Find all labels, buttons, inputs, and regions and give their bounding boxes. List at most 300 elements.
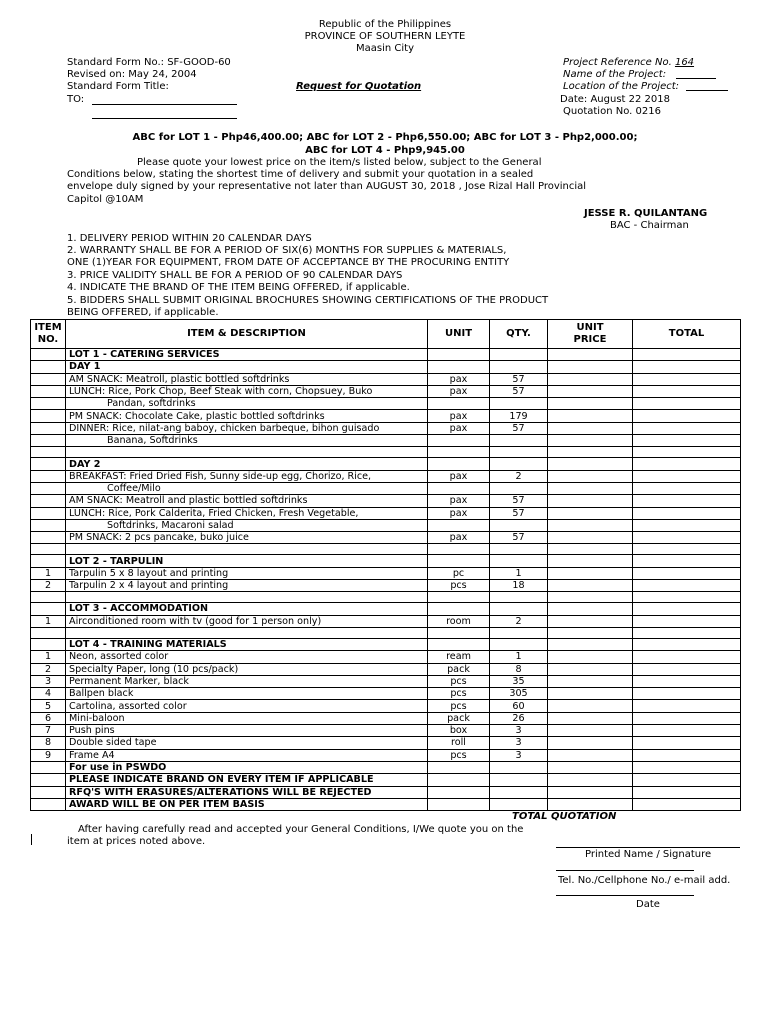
unit-price-cell[interactable]: [548, 410, 633, 422]
condition-2-cont: ONE (1)YEAR FOR EQUIPMENT, FROM DATE OF ACCEPTANCE BY THE PROCURING ENTITY: [67, 257, 510, 268]
qty-cell: 60: [490, 700, 548, 712]
unit-cell: ream: [428, 651, 490, 663]
unit-price-cell[interactable]: [548, 373, 633, 385]
unit-cell: pcs: [428, 688, 490, 700]
tel-label: Tel. No./Cellphone No./ e-mail add.: [558, 875, 731, 886]
qty-cell: 57: [490, 385, 548, 397]
item-no-cell: [31, 638, 66, 650]
table-row: [31, 519, 741, 531]
table-row: [31, 470, 741, 482]
total-cell[interactable]: [633, 519, 741, 531]
total-cell[interactable]: [633, 725, 741, 737]
header-total: TOTAL: [633, 320, 741, 349]
item-no-cell: [31, 774, 66, 786]
unit-cell: roll: [428, 737, 490, 749]
item-no-cell: [31, 519, 66, 531]
item-no-cell: 2: [31, 663, 66, 675]
unit-price-cell[interactable]: [548, 482, 633, 494]
table-row: [31, 567, 741, 579]
item-no-cell: [31, 592, 66, 603]
total-cell[interactable]: [633, 567, 741, 579]
unit-price-cell[interactable]: [548, 592, 633, 603]
chairman-name: JESSE R. QUILANTANG: [584, 208, 708, 219]
table-row: [31, 507, 741, 519]
item-no-cell: [31, 458, 66, 470]
qty-cell: 3: [490, 737, 548, 749]
unit-price-cell[interactable]: [548, 567, 633, 579]
condition-2: 2. WARRANTY SHALL BE FOR A PERIOD OF SIX(6) MONTHS FOR SUPPLIES & MATERIALS,: [67, 245, 507, 256]
unit-price-cell[interactable]: [548, 361, 633, 373]
item-no-cell: [31, 507, 66, 519]
qty-cell: [490, 349, 548, 361]
header-description: ITEM & DESCRIPTION: [66, 320, 428, 349]
description-cell: PM SNACK: 2 pcs pancake, buko juice: [66, 532, 428, 544]
condition-3: 3. PRICE VALIDITY SHALL BE FOR A PERIOD OF 90 CALENDAR DAYS: [67, 270, 403, 281]
item-no-cell: 1: [31, 567, 66, 579]
statement-line-2: item at prices noted above.: [67, 836, 206, 847]
total-cell[interactable]: [633, 555, 741, 567]
description-cell: [66, 627, 428, 638]
unit-price-cell[interactable]: [548, 385, 633, 397]
unit-cell: pax: [428, 470, 490, 482]
total-cell[interactable]: [633, 458, 741, 470]
total-cell[interactable]: [633, 774, 741, 786]
unit-cell: [428, 435, 490, 447]
table-row: [31, 651, 741, 663]
unit-price-cell[interactable]: [548, 725, 633, 737]
qty-cell: [490, 519, 548, 531]
table-row: [31, 361, 741, 373]
total-cell[interactable]: [633, 361, 741, 373]
standard-form-no: Standard Form No.: SF-GOOD-60: [67, 57, 231, 68]
total-cell[interactable]: [633, 592, 741, 603]
unit-cell: pax: [428, 422, 490, 434]
unit-price-cell[interactable]: [548, 555, 633, 567]
description-continuation: Softdrinks, Macaroni salad: [107, 520, 234, 531]
qty-cell: [490, 361, 548, 373]
unit-price-cell[interactable]: [548, 737, 633, 749]
to-line-1: [92, 104, 237, 105]
header-item-no: ITEM NO.: [31, 320, 66, 349]
qty-cell: [490, 627, 548, 638]
total-quotation-label: TOTAL QUOTATION: [512, 811, 617, 822]
item-no-cell: [31, 435, 66, 447]
unit-price-cell[interactable]: [548, 435, 633, 447]
to-label: TO:: [67, 94, 85, 105]
header-unit-price: UNIT PRICE: [548, 320, 633, 349]
item-no-cell: [31, 447, 66, 458]
abc-line-1: ABC for LOT 1 - Php46,400.00; ABC for LOT 2 - Php6,550.00; ABC for LOT 3 - Php2,000.00;: [132, 132, 638, 143]
qty-cell: [490, 798, 548, 810]
description-cell: AM SNACK: Meatroll and plastic bottled softdrinks: [66, 495, 428, 507]
to-line-2: [92, 118, 237, 119]
item-no-cell: [31, 555, 66, 567]
item-no-cell: [31, 349, 66, 361]
unit-cell: pax: [428, 410, 490, 422]
unit-cell: [428, 774, 490, 786]
description-cell: PLEASE INDICATE BRAND ON EVERY ITEM IF APPLICABLE: [66, 774, 428, 786]
table-row: [31, 544, 741, 555]
intro-line-4: Capitol @10AM: [67, 194, 144, 205]
total-cell[interactable]: [633, 470, 741, 482]
unit-cell: pcs: [428, 700, 490, 712]
total-cell[interactable]: [633, 544, 741, 555]
total-cell[interactable]: [633, 410, 741, 422]
table-row: [31, 774, 741, 786]
table-row: [31, 435, 741, 447]
unit-price-cell[interactable]: [548, 786, 633, 798]
item-no-cell: 2: [31, 580, 66, 592]
total-cell[interactable]: [633, 349, 741, 361]
table-row: [31, 627, 741, 638]
qty-cell: [490, 603, 548, 615]
total-cell[interactable]: [633, 580, 741, 592]
total-cell[interactable]: [633, 700, 741, 712]
unit-price-cell[interactable]: [548, 761, 633, 773]
standard-form-title: Standard Form Title:: [67, 81, 169, 92]
qty-cell: [490, 398, 548, 410]
unit-price-cell[interactable]: [548, 774, 633, 786]
unit-cell: [428, 592, 490, 603]
unit-price-cell[interactable]: [548, 675, 633, 687]
unit-price-cell[interactable]: [548, 458, 633, 470]
table-row: [31, 603, 741, 615]
item-no-cell: 6: [31, 712, 66, 724]
item-no-cell: [31, 361, 66, 373]
unit-cell: pcs: [428, 675, 490, 687]
unit-price-cell[interactable]: [548, 532, 633, 544]
description-cell: Neon, assorted color: [66, 651, 428, 663]
qty-cell: [490, 447, 548, 458]
table-row: [31, 798, 741, 810]
qty-cell: [490, 482, 548, 494]
description-cell: Tarpulin 2 x 4 layout and printing: [66, 580, 428, 592]
unit-price-cell[interactable]: [548, 651, 633, 663]
description-cell: [66, 447, 428, 458]
table-row: [31, 712, 741, 724]
table-row: [31, 749, 741, 761]
unit-price-cell[interactable]: [548, 603, 633, 615]
description-continuation: Banana, Softdrinks: [107, 435, 198, 447]
unit-price-cell[interactable]: [548, 615, 633, 627]
table-row: [31, 482, 741, 494]
unit-price-cell[interactable]: [548, 798, 633, 810]
description-cell: AWARD WILL BE ON PER ITEM BASIS: [66, 798, 428, 810]
unit-cell: pc: [428, 567, 490, 579]
item-no-cell: 3: [31, 675, 66, 687]
table-row: [31, 786, 741, 798]
table-row: [31, 398, 741, 410]
qty-cell: 57: [490, 422, 548, 434]
total-cell[interactable]: [633, 615, 741, 627]
description-cell: [66, 482, 428, 494]
qty-cell: [490, 544, 548, 555]
item-no-cell: [31, 603, 66, 615]
total-cell[interactable]: [633, 651, 741, 663]
qty-cell: [490, 555, 548, 567]
header-unit: UNIT: [428, 320, 490, 349]
request-for-quotation-title: Request for Quotation: [296, 81, 422, 92]
table-row: [31, 737, 741, 749]
qty-cell: 26: [490, 712, 548, 724]
unit-cell: [428, 786, 490, 798]
unit-cell: [428, 398, 490, 410]
description-cell: LUNCH: Rice, Pork Chop, Beef Steak with corn, Chopsuey, Buko: [66, 385, 428, 397]
unit-cell: [428, 482, 490, 494]
item-no-cell: 1: [31, 615, 66, 627]
intro-line-2: Conditions below, stating the shortest time of delivery and submit your quotation in a sealed: [67, 169, 534, 180]
unit-cell: [428, 361, 490, 373]
qty-cell: 2: [490, 615, 548, 627]
item-no-cell: [31, 373, 66, 385]
description-cell: Cartolina, assorted color: [66, 700, 428, 712]
project-location-label: Location of the Project:: [563, 81, 680, 92]
unit-price-cell[interactable]: [548, 700, 633, 712]
table-row: [31, 725, 741, 737]
total-cell[interactable]: [633, 761, 741, 773]
table-row: [31, 458, 741, 470]
qty-cell: 179: [490, 410, 548, 422]
table-header-row: [31, 320, 741, 349]
total-cell[interactable]: [633, 749, 741, 761]
unit-price-cell[interactable]: [548, 580, 633, 592]
total-cell[interactable]: [633, 688, 741, 700]
unit-cell: pax: [428, 373, 490, 385]
tel-line[interactable]: [556, 870, 694, 871]
unit-price-cell[interactable]: [548, 712, 633, 724]
description-cell: PM SNACK: Chocolate Cake, plastic bottled softdrinks: [66, 410, 428, 422]
header-city: Maasin City: [356, 43, 414, 54]
table-row: [31, 385, 741, 397]
unit-cell: [428, 555, 490, 567]
qty-cell: [490, 435, 548, 447]
total-cell[interactable]: [633, 398, 741, 410]
table-row: [31, 688, 741, 700]
item-no-cell: [31, 398, 66, 410]
total-cell[interactable]: [633, 532, 741, 544]
item-no-cell: 9: [31, 749, 66, 761]
quotation-no: Quotation No. 0216: [563, 106, 661, 117]
qty-cell: 305: [490, 688, 548, 700]
item-no-cell: [31, 761, 66, 773]
unit-cell: pcs: [428, 749, 490, 761]
description-cell: [66, 435, 428, 447]
description-cell: For use in PSWDO: [66, 761, 428, 773]
item-no-cell: [31, 627, 66, 638]
total-cell[interactable]: [633, 422, 741, 434]
description-cell: Mini-baloon: [66, 712, 428, 724]
unit-cell: pack: [428, 663, 490, 675]
table-row: [31, 700, 741, 712]
total-cell[interactable]: [633, 786, 741, 798]
description-cell: Specialty Paper, long (10 pcs/pack): [66, 663, 428, 675]
item-no-cell: [31, 798, 66, 810]
unit-cell: [428, 349, 490, 361]
item-no-cell: [31, 532, 66, 544]
unit-cell: [428, 544, 490, 555]
total-cell[interactable]: [633, 447, 741, 458]
description-cell: LUNCH: Rice, Pork Calderita, Fried Chicken, Fresh Vegetable,: [66, 507, 428, 519]
table-row: [31, 663, 741, 675]
total-cell[interactable]: [633, 663, 741, 675]
unit-price-cell[interactable]: [548, 544, 633, 555]
unit-price-cell[interactable]: [548, 495, 633, 507]
unit-cell: box: [428, 725, 490, 737]
total-cell[interactable]: [633, 495, 741, 507]
qty-cell: 57: [490, 373, 548, 385]
table-row: [31, 373, 741, 385]
quotation-date: Date: August 22 2018: [560, 94, 670, 105]
project-reference: [563, 57, 694, 68]
item-no-cell: 7: [31, 725, 66, 737]
abc-line-2: ABC for LOT 4 - Php9,945.00: [305, 145, 465, 156]
unit-price-cell[interactable]: [548, 749, 633, 761]
total-cell[interactable]: [633, 373, 741, 385]
condition-1: 1. DELIVERY PERIOD WITHIN 20 CALENDAR DAYS: [67, 233, 312, 244]
item-no-cell: 5: [31, 700, 66, 712]
table-row: [31, 495, 741, 507]
header-qty: QTY.: [490, 320, 548, 349]
unit-cell: pack: [428, 712, 490, 724]
unit-cell: pax: [428, 495, 490, 507]
condition-5-cont: BEING OFFERED, if applicable.: [67, 307, 219, 318]
table-row: [31, 349, 741, 361]
description-cell: AM SNACK: Meatroll, plastic bottled softdrinks: [66, 373, 428, 385]
date-label: Date: [636, 899, 660, 910]
total-cell[interactable]: [633, 638, 741, 650]
unit-price-cell[interactable]: [548, 638, 633, 650]
unit-cell: [428, 638, 490, 650]
project-reference-no: 164: [674, 57, 695, 68]
total-cell[interactable]: [633, 603, 741, 615]
unit-price-cell[interactable]: [548, 470, 633, 482]
intro-line-3: envelope duly signed by your representative not later than AUGUST 30, 2018 , Jose Rizal Hall Provincial: [67, 181, 587, 192]
total-cell[interactable]: [633, 482, 741, 494]
description-cell: LOT 3 - ACCOMMODATION: [66, 603, 428, 615]
unit-cell: [428, 519, 490, 531]
unit-price-cell[interactable]: [548, 422, 633, 434]
unit-price-cell[interactable]: [548, 663, 633, 675]
item-no-cell: 8: [31, 737, 66, 749]
unit-cell: pax: [428, 385, 490, 397]
date-line[interactable]: [556, 895, 694, 896]
unit-cell: [428, 761, 490, 773]
qty-cell: 57: [490, 532, 548, 544]
description-cell: Ballpen black: [66, 688, 428, 700]
qty-cell: 1: [490, 567, 548, 579]
description-cell: DAY 1: [66, 361, 428, 373]
unit-cell: [428, 447, 490, 458]
unit-cell: [428, 458, 490, 470]
description-cell: Frame A4: [66, 749, 428, 761]
table-row: [31, 580, 741, 592]
qty-cell: [490, 761, 548, 773]
statement-line-1: After having carefully read and accepted your General Conditions, I/We quote you on the: [78, 824, 524, 835]
condition-4: 4. INDICATE THE BRAND OF THE ITEM BEING OFFERED, if applicable.: [67, 282, 410, 293]
table-row: [31, 422, 741, 434]
item-no-cell: [31, 495, 66, 507]
unit-price-cell[interactable]: [548, 519, 633, 531]
total-cell[interactable]: [633, 675, 741, 687]
table-row: [31, 532, 741, 544]
total-cell[interactable]: [633, 627, 741, 638]
table-row: [31, 615, 741, 627]
table-row: [31, 592, 741, 603]
project-name-label: Name of the Project:: [563, 69, 667, 80]
condition-5: 5. BIDDERS SHALL SUBMIT ORIGINAL BROCHURES SHOWING CERTIFICATIONS OF THE PRODUCT: [67, 295, 549, 306]
qty-cell: 2: [490, 470, 548, 482]
description-cell: LOT 4 - TRAINING MATERIALS: [66, 638, 428, 650]
unit-price-cell[interactable]: [548, 688, 633, 700]
total-cell[interactable]: [633, 798, 741, 810]
project-name-line: [676, 78, 716, 79]
qty-cell: 8: [490, 663, 548, 675]
header-province: PROVINCE OF SOUTHERN LEYTE: [304, 31, 466, 42]
unit-price-cell[interactable]: [548, 398, 633, 410]
description-cell: Tarpulin 5 x 8 layout and printing: [66, 567, 428, 579]
description-cell: RFQ'S WITH ERASURES/ALTERATIONS WILL BE REJECTED: [66, 786, 428, 798]
items-table: [30, 319, 741, 811]
unit-cell: [428, 603, 490, 615]
qty-cell: 3: [490, 725, 548, 737]
total-cell[interactable]: [633, 712, 741, 724]
unit-cell: [428, 798, 490, 810]
qty-cell: [490, 786, 548, 798]
unit-cell: room: [428, 615, 490, 627]
description-cell: Permanent Marker, black: [66, 675, 428, 687]
total-cell[interactable]: [633, 737, 741, 749]
description-cell: BREAKFAST: Fried Dried Fish, Sunny side-up egg, Chorizo, Rice,: [66, 470, 428, 482]
text-cursor: [31, 834, 32, 845]
table-row: [31, 555, 741, 567]
description-cell: DAY 2: [66, 458, 428, 470]
item-no-cell: [31, 482, 66, 494]
total-cell[interactable]: [633, 385, 741, 397]
chairman-title: BAC - Chairman: [610, 220, 689, 231]
intro-line-1: Please quote your lowest price on the item/s listed below, subject to the General: [137, 157, 542, 168]
qty-cell: 18: [490, 580, 548, 592]
table-row: [31, 761, 741, 773]
item-no-cell: [31, 544, 66, 555]
project-location-line: [686, 90, 728, 91]
item-no-cell: 1: [31, 651, 66, 663]
signature-line[interactable]: [556, 847, 740, 848]
table-row: [31, 447, 741, 458]
qty-cell: [490, 592, 548, 603]
table-row: [31, 638, 741, 650]
item-no-cell: [31, 410, 66, 422]
description-cell: [66, 398, 428, 410]
item-no-cell: [31, 422, 66, 434]
description-cell: [66, 519, 428, 531]
unit-price-cell[interactable]: [548, 507, 633, 519]
unit-cell: [428, 627, 490, 638]
total-cell[interactable]: [633, 507, 741, 519]
item-no-cell: [31, 470, 66, 482]
total-cell[interactable]: [633, 435, 741, 447]
unit-price-cell[interactable]: [548, 349, 633, 361]
qty-cell: 57: [490, 495, 548, 507]
table-row: [31, 410, 741, 422]
unit-price-cell[interactable]: [548, 627, 633, 638]
qty-cell: [490, 638, 548, 650]
description-cell: Push pins: [66, 725, 428, 737]
description-cell: [66, 592, 428, 603]
unit-price-cell[interactable]: [548, 447, 633, 458]
description-cell: DINNER: Rice, nilat-ang baboy, chicken barbeque, bihon guisado: [66, 422, 428, 434]
description-cell: Airconditioned room with tv (good for 1 person only): [66, 615, 428, 627]
unit-cell: pax: [428, 532, 490, 544]
